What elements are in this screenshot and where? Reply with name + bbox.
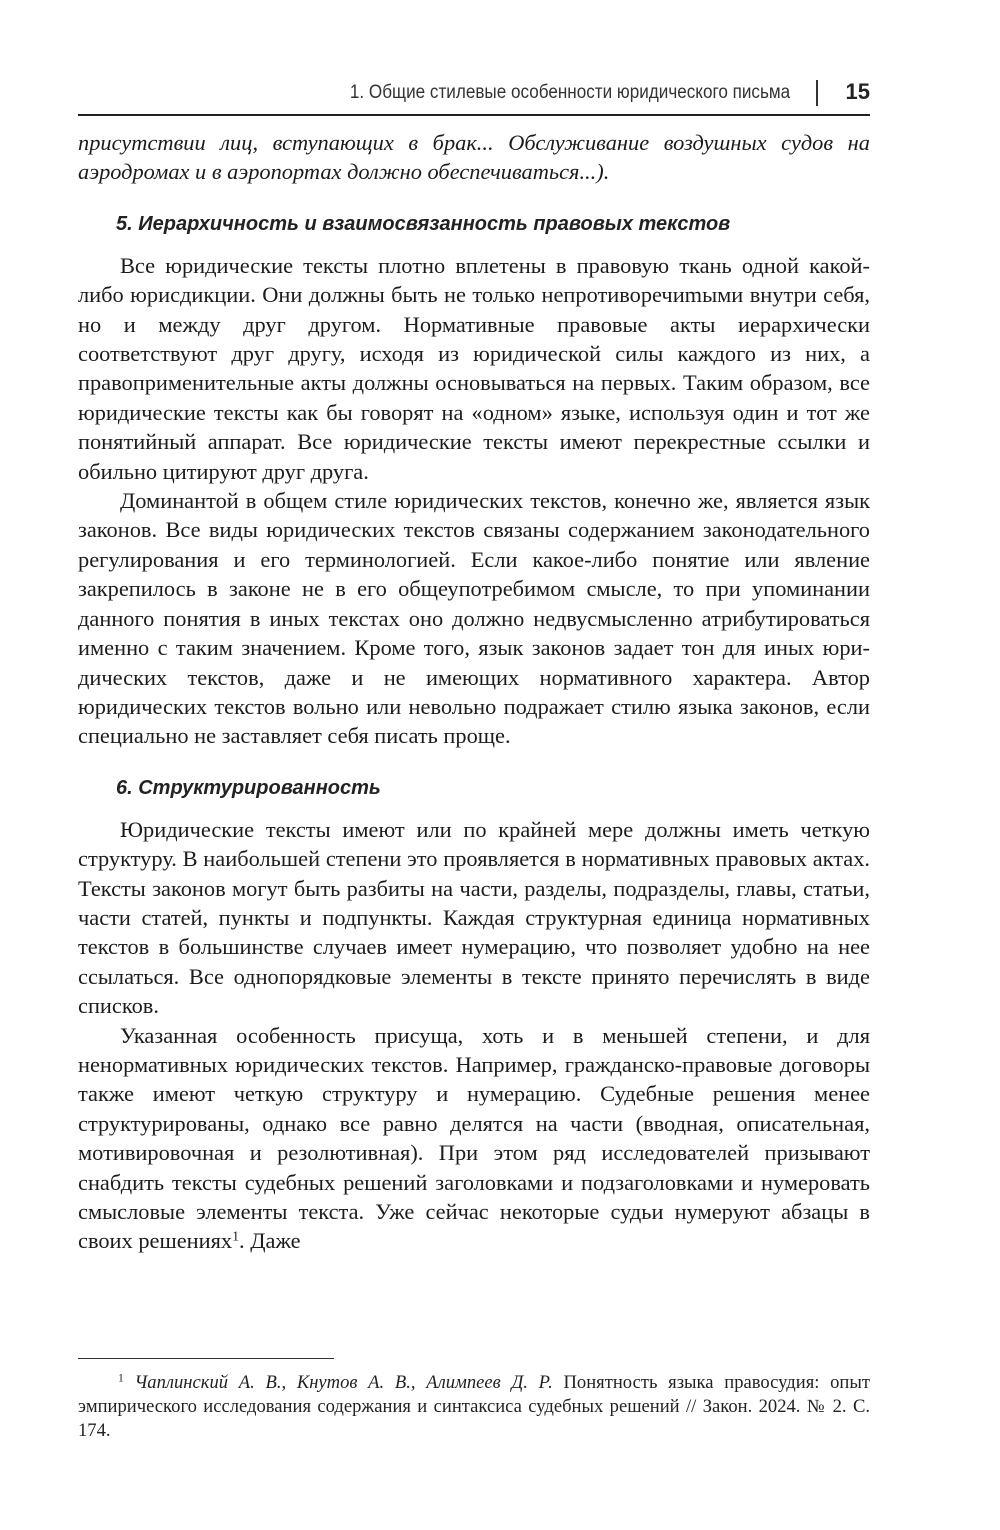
footnote-authors: Чаплинский А. В., Кнутов А. В., Алимпеев Д. Р. [134,1372,553,1393]
footnote-reference[interactable]: 1 [232,1229,240,1245]
section-heading-6: 6. Структурированность [116,776,381,799]
book-page [78,0,870,1530]
header-separator [816,80,818,106]
paragraph: Все юридические тексты плотно вплетены в правовую ткань одной какой-либо юрисдикции. Они должны быть не только непротиворечиmыми внутри себя, но и между друг другом. Нормативные правовые акты иерархически соответствуют друг другу, исходя из юридической силы каждого из них, а правоприменительные акты должны основываться на первых. Таким образом, все юридические тексты как бы говорят на «одном» языке, используя один и тот же понятийный аппарат. Все юридические тексты имеют перекрестные ссылки и обильно цитируют друг друга. [78,252,870,484]
footnote-text: Понятность языка правосудия: опыт эмпирического исследования содержания и синтаксиса судебных решений // Закон. 2024. № 2. С. 174. [78,1372,870,1441]
paragraph-text-tail: . Даже [239,1228,301,1254]
continued-paragraph: присутствии лиц, вступающих в брак... Обслуживание воздушных судов на аэродромах и в аэропортах должно обеспечиваться...). [78,130,870,185]
paragraph: Юридические тексты имеют или по крайней мере должны иметь четкую структуру. В наибольшей степени это проявляется в нормативных правовых актах. Тексты законов могут быть разбиты на части, разделы, подразделы, главы, статьи, части статей, пункты и подпункты. Каждая структурная единица нормативных текстов в большинстве случаев имеет нумерацию, что позволяет удобно на нее ссылаться. Все однопорядковые элементы в тексте принято перечислять в виде списков. [78,816,870,1019]
paragraph: Доминантой в общем стиле юридических текстов, конечно же, является язык законов. Все виды юридических текстов связаны содержанием законодательного регулирования и его терминологией. Если какое-либо понятие или явление закрепилось в законе не в его общеупотребимом смысле, то при упоминании данного понятия в иных текстах оно должно недвусмысленно атрибутироваться именно с таким значением. Кроме того, язык законов задает тон для иных юридических текстов, даже и не имеющих нормативного характера. Автор юридических текстов вольно или невольно подражает стилю языка законов, если специально не заставляет себя писать проще. [78,488,870,749]
body-text [78,128,870,1256]
page-number: 15 [845,79,870,104]
section-heading-5: 5. Иерархичность и взаимосвязанность правовых текстов [116,212,731,235]
running-title: 1. Общие стилевые особенности юридического письма [349,82,790,103]
footnote-marker: 1 [118,1372,124,1385]
paragraph [78,1021,870,1256]
paragraph-text: Указанная особенность присуща, хоть и в меньшей степени, и для ненормативных юридических текстов. Например, гражданско-правовые договоры также имеют четкую структуру и нумерацию. Судебные решения менее структурированы, однако все равно делятся на части (вводная, описательная, мотивировочная и резолютивная). При этом ряд исследователей призывают снабдить тексты судебных решений заголовками и подзаголовками и нумеровать смысловые элементы текста. Уже сейчас некоторые судьи нумеруют абзацы в своих решениях [78,1022,870,1254]
footnote-divider [78,1358,334,1359]
running-header [78,74,870,116]
footnote [78,1371,870,1443]
